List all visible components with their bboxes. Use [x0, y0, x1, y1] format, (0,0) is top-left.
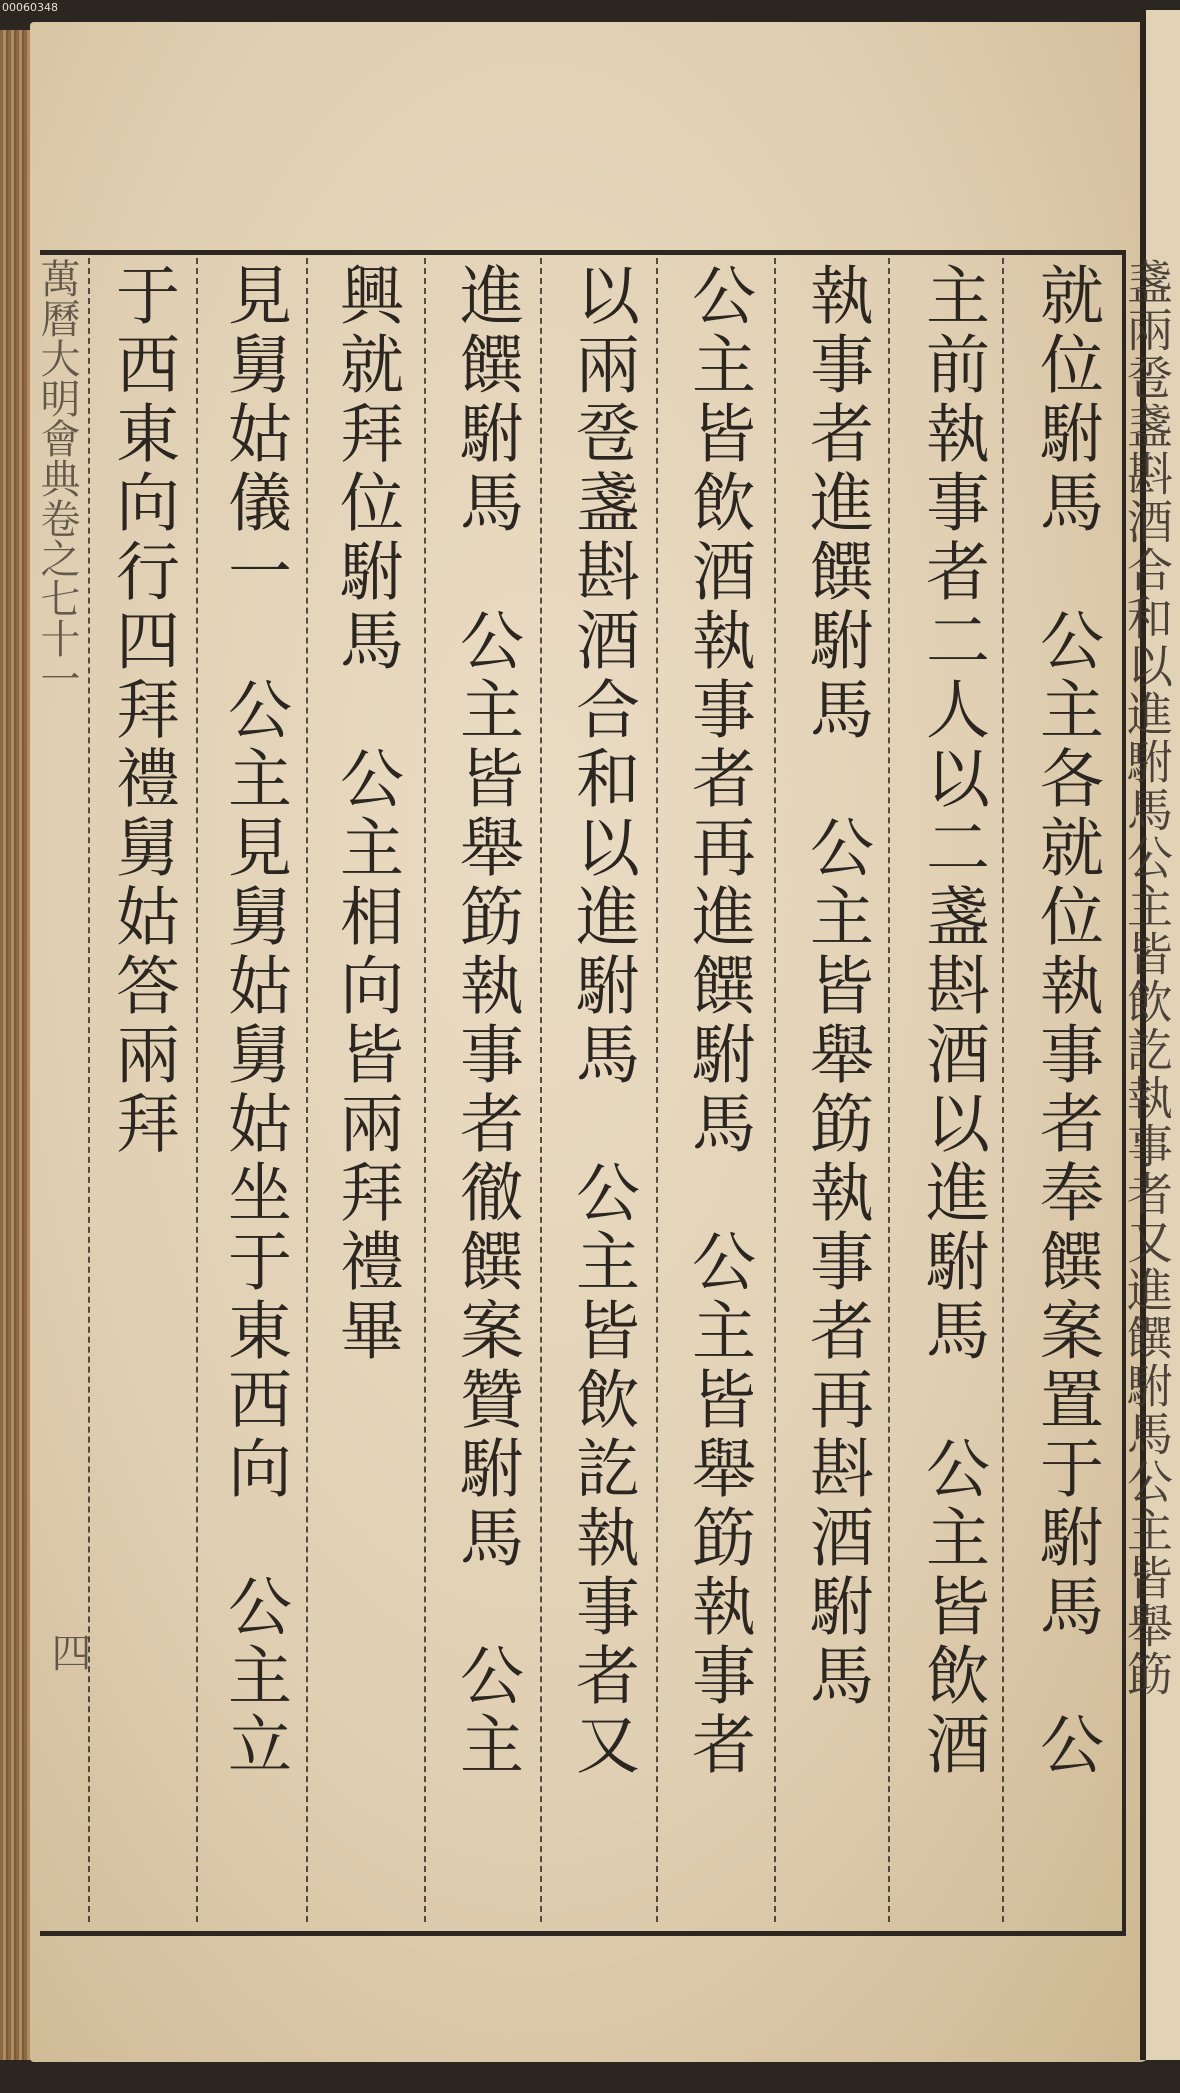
text-column-9: 于西東向行四拜禮舅姑答兩拜: [105, 262, 179, 1159]
text-column-2: 主前執事者二人以二盞斟酒以進駙馬 公主皆飲酒: [915, 262, 989, 1780]
text-column-4: 公主皆飲酒執事者再進饌駙馬 公主皆舉筯執事者: [681, 262, 755, 1780]
text-column-8: 見舅姑儀一 公主見舅姑舅姑坐于東西向 公主立: [217, 262, 291, 1780]
margin-column: [34, 258, 91, 1922]
margin-leaf-number: 四: [45, 1632, 91, 1672]
text-column-6: 進饌駙馬 公主皆舉筯執事者徹饌案贊駙馬 公主: [449, 262, 523, 1780]
text-column-5: 以兩卺盞斟酒合和以進駙馬 公主皆飲訖執事者又: [565, 262, 639, 1780]
column-rule: [656, 258, 658, 1922]
facing-page-text: [1150, 258, 1180, 1938]
scan-id-label: 00060348: [2, 1, 58, 14]
margin-fold-label: 萬曆大明會典卷之七十一: [34, 258, 80, 698]
column-rule: [424, 258, 426, 1922]
text-column-1: 就位駙馬 公主各就位執事者奉饌案置于駙馬 公: [1029, 262, 1103, 1780]
column-rule: [774, 258, 776, 1922]
column-rule: [540, 258, 542, 1922]
text-column-7: 興就拜位駙馬 公主相向皆兩拜禮畢: [329, 262, 403, 1366]
text-column-3: 執事者進饌駙馬 公主皆舉筯執事者再斟酒駙馬: [799, 262, 873, 1711]
column-rule: [196, 258, 198, 1922]
